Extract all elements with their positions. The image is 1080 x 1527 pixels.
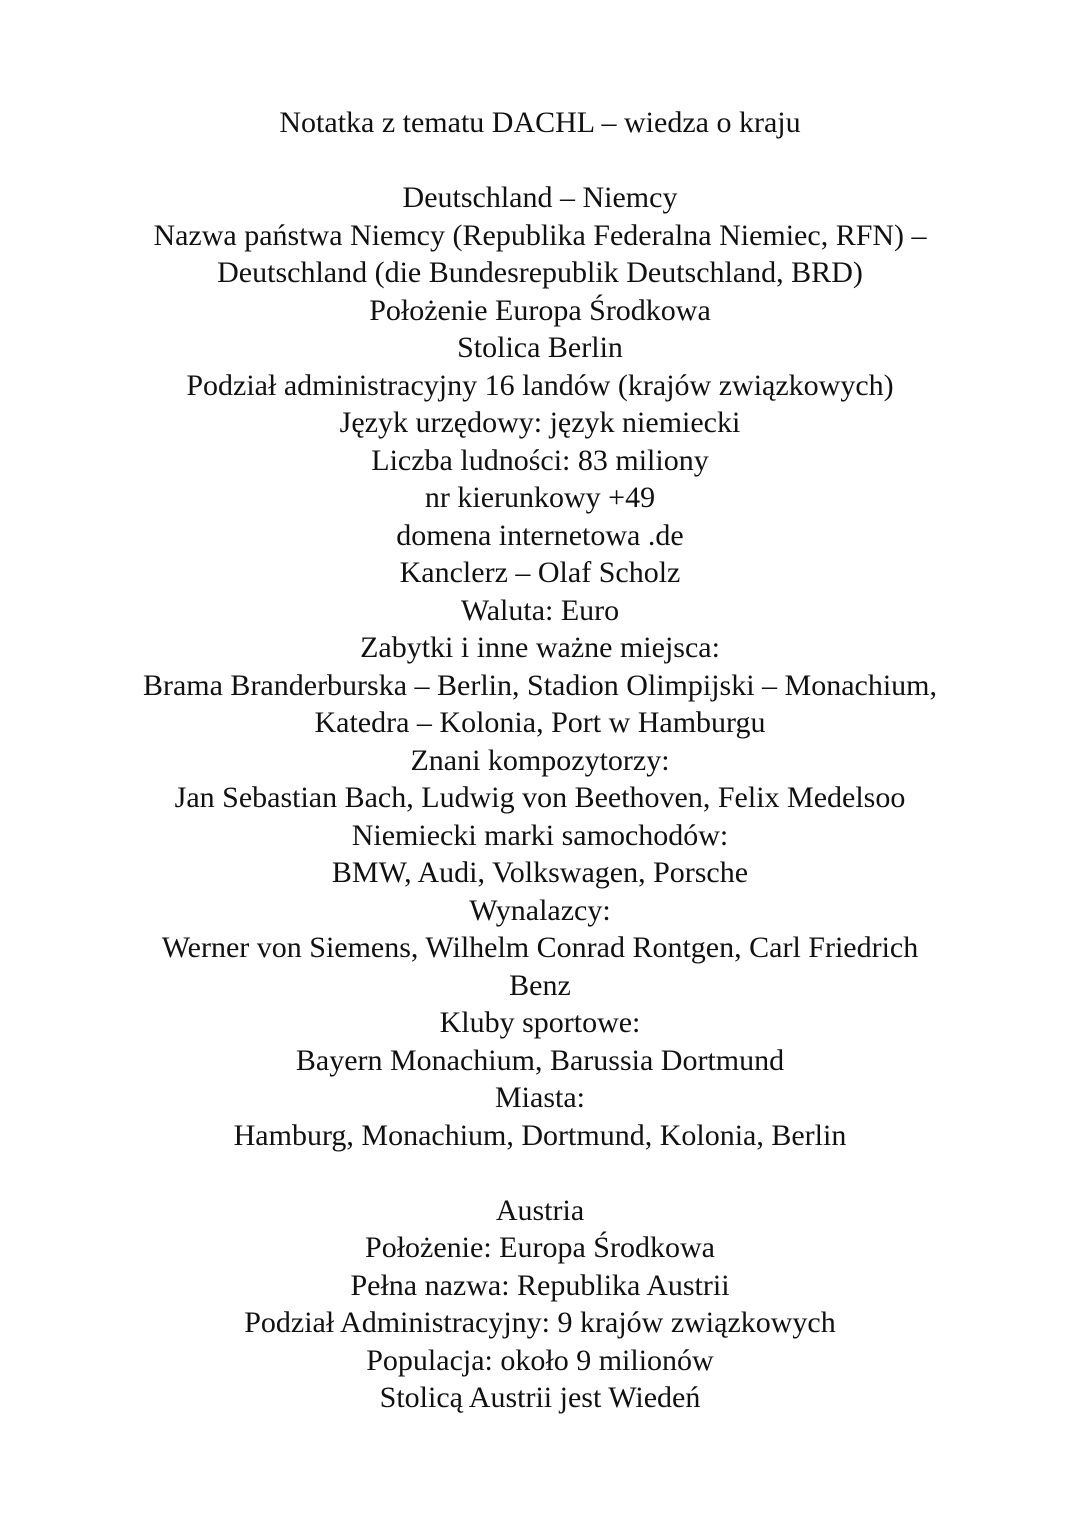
document-title: Notatka z tematu DACHL – wiedza o kraju <box>279 106 801 139</box>
text-line: Stolica Berlin <box>457 331 623 364</box>
blank-line <box>0 1154 1080 1192</box>
text-line: Hamburg, Monachium, Dortmund, Kolonia, Berlin <box>233 1118 847 1152</box>
text-line: Wynalazcy: <box>469 893 611 927</box>
text-line: Miasta: <box>495 1081 585 1114</box>
text-line: Niemiecki marki samochodów: <box>351 818 729 852</box>
text-line: Bayern Monachium, Barussia Dortmund <box>295 1043 785 1077</box>
text-line: Populacja: około 9 milionów <box>366 1343 714 1377</box>
text-line: BMW, Audi, Volkswagen, Porsche <box>331 856 749 889</box>
text-line: Podział administracyjny 16 landów (krajów związkowych) <box>186 368 894 402</box>
text-line: Brama Branderburska – Berlin, Stadion Olimpijski – Monachium, <box>142 668 938 702</box>
section-germany <box>0 179 1080 1154</box>
section-heading-germany: Deutschland – Niemcy <box>402 181 678 214</box>
text-line: Położenie: Europa Środkowa <box>365 1231 715 1264</box>
text-line: domena internetowa .de <box>396 518 684 552</box>
text-line: nr kierunkowy +49 <box>424 481 656 514</box>
document-page <box>0 104 1080 1417</box>
text-line: Liczba ludności: 83 miliony <box>371 443 709 477</box>
text-line: Waluta: Euro <box>460 593 620 627</box>
text-line: Katedra – Kolonia, Port w Hamburgu <box>314 706 766 739</box>
text-line: Stolicą Austrii jest Wiedeń <box>379 1381 701 1414</box>
text-line: Znani kompozytorzy: <box>410 743 670 777</box>
text-line: Jan Sebastian Bach, Ludwig von Beethoven, Felix Medelsoo <box>174 781 906 814</box>
text-line: Werner von Siemens, Wilhelm Conrad Rontgen, Carl Friedrich <box>161 931 919 964</box>
text-line: Zabytki i inne ważne miejsca: <box>360 631 720 664</box>
text-line: Nazwa państwa Niemcy (Republika Federalna Niemiec, RFN) – <box>153 218 927 252</box>
text-line: Pełna nazwa: Republika Austrii <box>350 1268 730 1302</box>
text-line: Położenie Europa Środkowa <box>369 293 711 327</box>
section-austria <box>0 1192 1080 1417</box>
text-line: Język urzędowy: język niemiecki <box>339 406 741 439</box>
section-heading-austria: Austria <box>495 1193 585 1227</box>
text-line: Benz <box>509 968 571 1002</box>
blank-line <box>0 142 1080 180</box>
text-line: Podział Administracyjny: 9 krajów związkowych <box>244 1306 836 1339</box>
text-line: Deutschland (die Bundesrepublik Deutschland, BRD) <box>217 256 863 289</box>
text-line: Kanclerz – Olaf Scholz <box>399 556 681 589</box>
text-line: Kluby sportowe: <box>439 1006 641 1039</box>
